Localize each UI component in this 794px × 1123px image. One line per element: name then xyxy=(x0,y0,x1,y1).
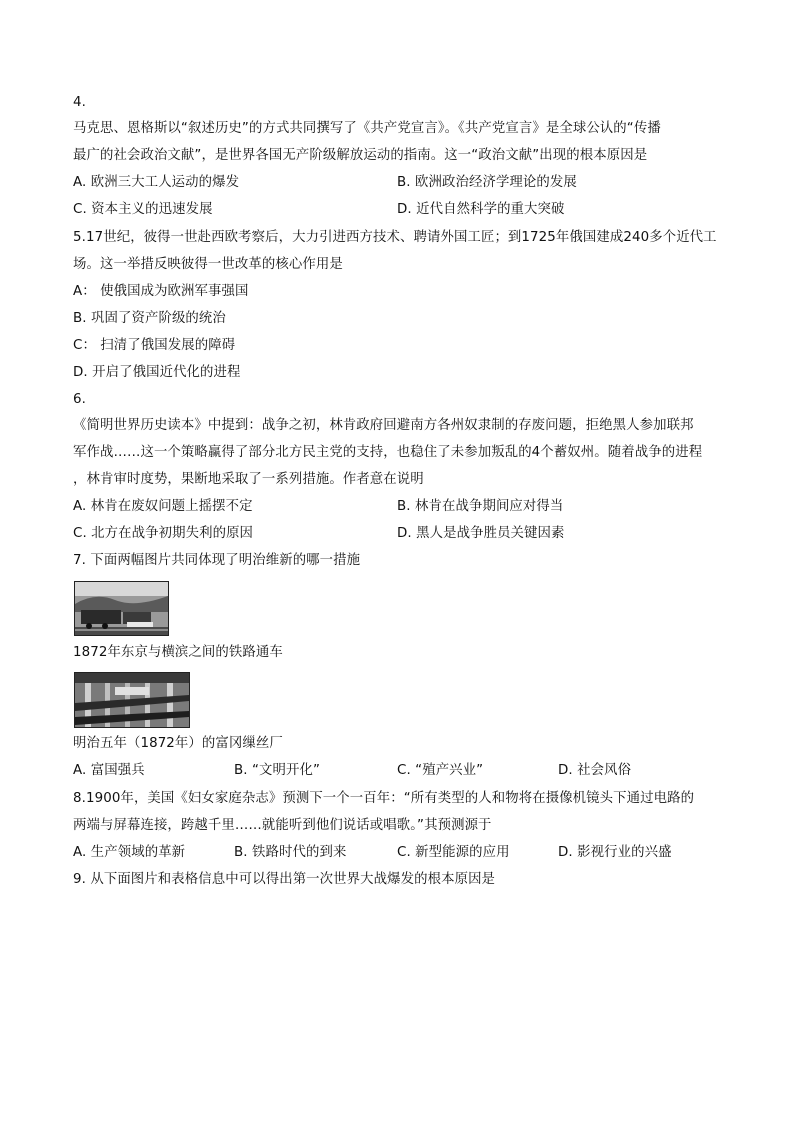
q5-option-a: A： 使俄国成为欧洲军事强国 xyxy=(73,284,249,299)
q4-option-a: A. 欧洲三大工人运动的爆发 xyxy=(73,175,240,190)
q6-stem-line1: 《简明世界历史读本》中提到：战争之初，林肯政府回避南方各州奴隶制的存废问题，拒绝黑人参加联邦 xyxy=(73,418,694,433)
q6-option-d: D. 黑人是战争胜员关键因素 xyxy=(397,526,565,541)
q6-number: 6. xyxy=(73,392,86,407)
q4-stem-line2: 最广的社会政治文献”，是世界各国无产阶级解放运动的指南。这一“政治文献”出现的根本原因是 xyxy=(73,148,648,163)
railway-photo xyxy=(74,581,169,636)
q8-option-a: A. 生产领域的革新 xyxy=(73,845,186,860)
q4-option-b: B. 欧洲政治经济学理论的发展 xyxy=(397,175,577,190)
q7-stem: 7. 下面两幅图片共同体现了明治维新的哪一措施 xyxy=(73,553,361,568)
q6-option-a: A. 林肯在废奴问题上摇摆不定 xyxy=(73,499,253,514)
q7-option-a: A. 富国强兵 xyxy=(73,763,145,778)
q4-stem-line1: 马克思、恩格斯以“叙述历史”的方式共同撰写了《共产党宣言》。《共产党宣言》是全球公认的“传播 xyxy=(73,121,661,136)
q8-option-d: D. 影视行业的兴盛 xyxy=(558,845,672,860)
q8-option-b: B. 铁路时代的到来 xyxy=(234,845,347,860)
q8-stem-line2: 两端与屏幕连接，跨越千里……就能听到他们说话或唱歌。”其预测源于 xyxy=(73,818,492,833)
silk-mill-photo xyxy=(74,672,190,728)
q4-number: 4. xyxy=(73,95,86,110)
q5-option-c: C： 扫清了俄国发展的障碍 xyxy=(73,338,236,353)
q7-option-c: C. “殖产兴业” xyxy=(397,763,484,778)
q7-caption-1: 1872年东京与横滨之间的铁路通车 xyxy=(73,645,283,660)
q8-stem-line1: 8.1900年，美国《妇女家庭杂志》预测下一个一百年：“所有类型的人和物将在摄像机镜头下通过电路的 xyxy=(73,791,695,806)
q8-option-c: C. 新型能源的应用 xyxy=(397,845,510,860)
q4-option-d: D. 近代自然科学的重大突破 xyxy=(397,202,565,217)
q7-option-d: D. 社会风俗 xyxy=(558,763,632,778)
q5-option-b: B. 巩固了资产阶级的统治 xyxy=(73,311,226,326)
q5-option-d: D. 开启了俄国近代化的进程 xyxy=(73,365,241,380)
q9-stem: 9. 从下面图片和表格信息中可以得出第一次世界大战爆发的根本原因是 xyxy=(73,872,496,887)
q5-stem-line2: 场。这一举措反映彼得一世改革的核心作用是 xyxy=(73,257,343,272)
q6-option-b: B. 林肯在战争期间应对得当 xyxy=(397,499,564,514)
q6-stem-line3: ，林肯审时度势，果断地采取了一系列措施。作者意在说明 xyxy=(73,472,424,487)
q5-stem-line1: 5.17世纪，彼得一世赴西欧考察后，大力引进西方技术、聘请外国工匠；到1725年俄国建成240多个近代工 xyxy=(73,230,717,245)
q4-option-c: C. 资本主义的迅速发展 xyxy=(73,202,213,217)
q6-option-c: C. 北方在战争初期失利的原因 xyxy=(73,526,254,541)
q7-caption-2: 明治五年（1872年）的富冈缫丝厂 xyxy=(73,736,283,751)
q7-option-b: B. “文明开化” xyxy=(234,763,321,778)
q6-stem-line2: 军作战……这一个策略赢得了部分北方民主党的支持，也稳住了未参加叛乱的4个蓄奴州。随着战争的进程 xyxy=(73,445,703,460)
